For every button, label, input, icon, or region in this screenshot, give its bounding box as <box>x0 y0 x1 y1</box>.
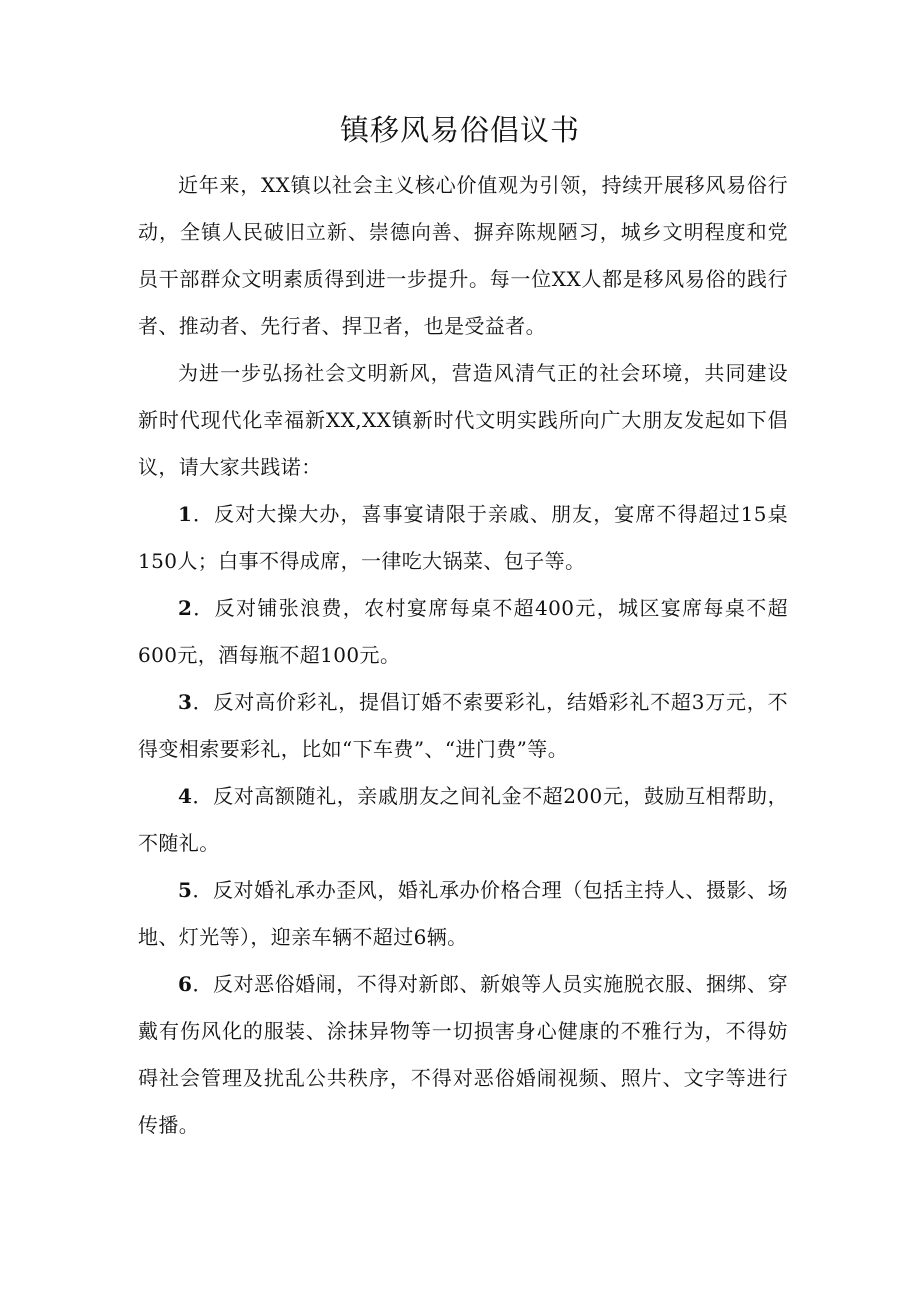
item-separator: ． <box>192 596 215 620</box>
item-separator: ． <box>192 502 215 526</box>
item-separator: ． <box>192 972 214 996</box>
item-number: 2 <box>178 596 193 620</box>
item-number: 6 <box>178 972 193 996</box>
item-text: 反对婚礼承办歪风，婚礼承办价格合理（包括主持人、摄影、场地、灯光等），迎亲车辆不超过6辆。 <box>138 878 788 949</box>
item-separator: ． <box>192 690 214 714</box>
list-item <box>138 773 788 867</box>
list-item <box>138 585 788 679</box>
item-text: 反对恶俗婚闹，不得对新郎、新娘等人员实施脱衣服、捆绑、穿戴有伤风化的服装、涂抹异物等一切损害身心健康的不雅行为，不得妨碍社会管理及扰乱公共秩序，不得对恶俗婚闹视频、照片、文字等进行传播。 <box>138 972 788 1137</box>
item-text: 反对大操大办，喜事宴请限于亲戚、朋友，宴席不得超过15桌150人；白事不得成席，一律吃大锅菜、包子等。 <box>138 502 788 573</box>
intro-paragraph: 近年来，XX镇以社会主义核心价值观为引领，持续开展移风易俗行动，全镇人民破旧立新、崇德向善、摒弃陈规陋习，城乡文明程度和党员干部群众文明素质得到进一步提升。每一位XX人都是移风易俗的践行者、推动者、先行者、捍卫者，也是受益者。 <box>138 173 788 338</box>
list-item <box>138 867 788 961</box>
item-number: 4 <box>178 784 193 808</box>
item-text: 反对高价彩礼，提倡订婚不索要彩礼，结婚彩礼不超3万元，不得变相索要彩礼，比如“下车费”、“进门费”等。 <box>138 690 788 761</box>
list-item <box>138 679 788 773</box>
item-number: 5 <box>178 878 193 902</box>
item-separator: ． <box>192 878 214 902</box>
proposal-paragraph: 为进一步弘扬社会文明新风，营造风清气正的社会环境，共同建设新时代现代化幸福新XX,XX镇新时代文明实践所向广大朋友发起如下倡议，请大家共践诺： <box>138 361 788 479</box>
document-title: 镇移风易俗倡议书 <box>339 113 580 147</box>
item-text: 反对铺张浪费，农村宴席每桌不超400元，城区宴席每桌不超600元，酒每瓶不超100元。 <box>138 596 789 667</box>
item-separator: ． <box>192 784 214 808</box>
item-number: 3 <box>178 690 193 714</box>
list-item <box>138 491 788 585</box>
item-number: 1 <box>178 502 193 526</box>
document-body <box>138 162 788 1149</box>
list-item <box>138 961 788 1149</box>
item-text: 反对高额随礼，亲戚朋友之间礼金不超200元，鼓励互相帮助，不随礼。 <box>138 784 788 855</box>
